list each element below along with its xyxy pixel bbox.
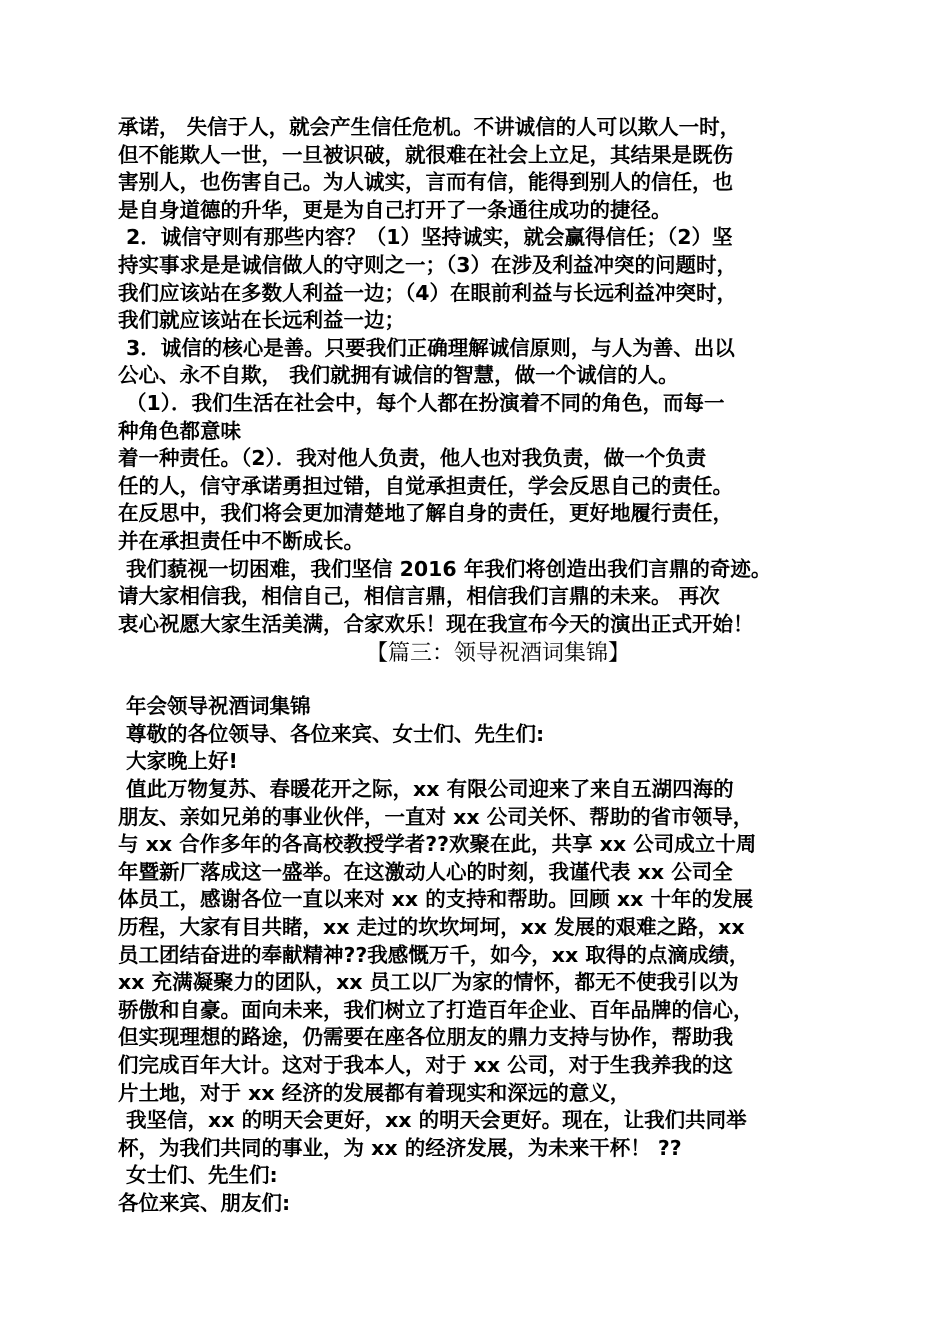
text-line: 女士们、先生们: — [126, 1163, 278, 1188]
text-line: 我们应该站在多数人利益一边；（4）在眼前利益与长远利益冲突时， — [118, 280, 738, 305]
text-line: 衷心祝愿大家生活美满，合家欢乐！现在我宣布今天的演出正式开始！ — [118, 611, 754, 636]
text-line: 各位来宾、朋友们: — [118, 1190, 291, 1215]
text-line: 年暨新厂落成这一盛举。在这激动人心的时刻，我谨代表 xx 公司全 — [118, 859, 733, 884]
text-line: 持实事求是是诚信做人的守则之一；（3）在涉及利益冲突的问题时， — [118, 252, 738, 277]
text-line: 3．诚信的核心是善。只要我们正确理解诚信原则，与人为善、出以 — [126, 335, 735, 360]
text-line: 承诺， 失信于人，就会产生信任危机。不讲诚信的人可以欺人一时， — [118, 115, 741, 139]
part-one — [118, 114, 848, 638]
text-line: 并在承担责任中不断成长。 — [118, 528, 364, 553]
text-line: 年会领导祝酒词集锦 — [126, 694, 311, 719]
text-line: 历程，大家有目共睹，xx 走过的坎坎坷坷，xx 发展的艰难之路，xx — [118, 915, 745, 940]
section-title: 【篇三：领导祝酒词集锦】 — [365, 641, 630, 667]
text-line: 杯，为我们共同的事业，为 xx 的经济发展，为未来干杯！ ?? — [118, 1135, 682, 1160]
text-line: 但实现理想的路途，仍需要在座各位朋友的鼎力支持与协作，帮助我 — [118, 1025, 733, 1050]
text-line: 尊敬的各位领导、各位来宾、女士们、先生们: — [126, 721, 545, 746]
text-line: xx 充满凝聚力的团队，xx 员工以厂为家的情怀，都无不使我引以为 — [118, 970, 739, 995]
text-line: 请大家相信我，相信自己，相信言鼎，相信我们言鼎的未来。 再次 — [118, 584, 720, 609]
text-line: 是自身道德的升华，更是为自己打开了一条通往成功的捷径。 — [118, 197, 672, 222]
text-line: 体员工，感谢各位一直以来对 xx 的支持和帮助。回顾 xx 十年的发展 — [118, 887, 753, 912]
text-line: 但不能欺人一世，一旦被识破，就很难在社会上立足，其结果是既伤 — [118, 142, 733, 167]
text-line: 着一种责任。（2）．我对他人负责，他人也对我负责，做一个负责 — [118, 446, 707, 471]
text-line: 在反思中，我们将会更加清楚地了解自身的责任，更好地履行责任， — [118, 501, 733, 526]
text-line: 大家晚上好! — [126, 749, 238, 774]
part-two — [118, 693, 848, 1217]
text-line: 朋友、亲如兄弟的事业伙伴，一直对 xx 公司关怀、帮助的省市领导， — [118, 804, 754, 829]
text-line: （1）．我们生活在社会中，每个人都在扮演着不同的角色，而每一 — [126, 390, 725, 415]
text-line: 种角色都意味 — [118, 418, 241, 443]
text-line: 2．诚信守则有那些内容？（1）坚持诚实，就会赢得信任；（2）坚 — [126, 225, 733, 250]
text-line: 与 xx 合作多年的各高校教授学者??欢聚在此，共享 xx 公司成立十周 — [118, 832, 757, 857]
text-line: 值此万物复苏、春暖花开之际，xx 有限公司迎来了来自五湖四海的 — [126, 777, 734, 802]
text-line: 我们藐视一切困难，我们坚信 2016 年我们将创造出我们言鼎的奇迹。 — [126, 556, 772, 581]
text-line: 骄傲和自豪。面向未来，我们树立了打造百年企业、百年品牌的信心， — [118, 997, 754, 1022]
text-line: 公心、永不自欺， 我们就拥有诚信的智慧，做一个诚信的人。 — [118, 363, 679, 388]
text-line: 我们就应该站在长远利益一边； — [118, 308, 405, 333]
text-line: 害别人，也伤害自己。为人诚实，言而有信，能得到别人的信任，也 — [118, 170, 733, 195]
text-line: 们完成百年大计。这对于我本人，对于 xx 公司，对于生我养我的这 — [118, 1053, 733, 1077]
text-line: 片土地，对于 xx 经济的发展都有着现实和深远的意义， — [118, 1080, 631, 1105]
text-line: 员工团结奋进的奉献精神??我感慨万千，如今，xx 取得的点滴成绩， — [118, 942, 750, 967]
text-line: 我坚信，xx 的明天会更好，xx 的明天会更好。现在，让我们共同举 — [126, 1108, 747, 1133]
text-line: 任的人，信守承诺勇担过错，自觉承担责任，学会反思自己的责任。 — [118, 473, 733, 498]
document-page — [118, 114, 848, 1218]
